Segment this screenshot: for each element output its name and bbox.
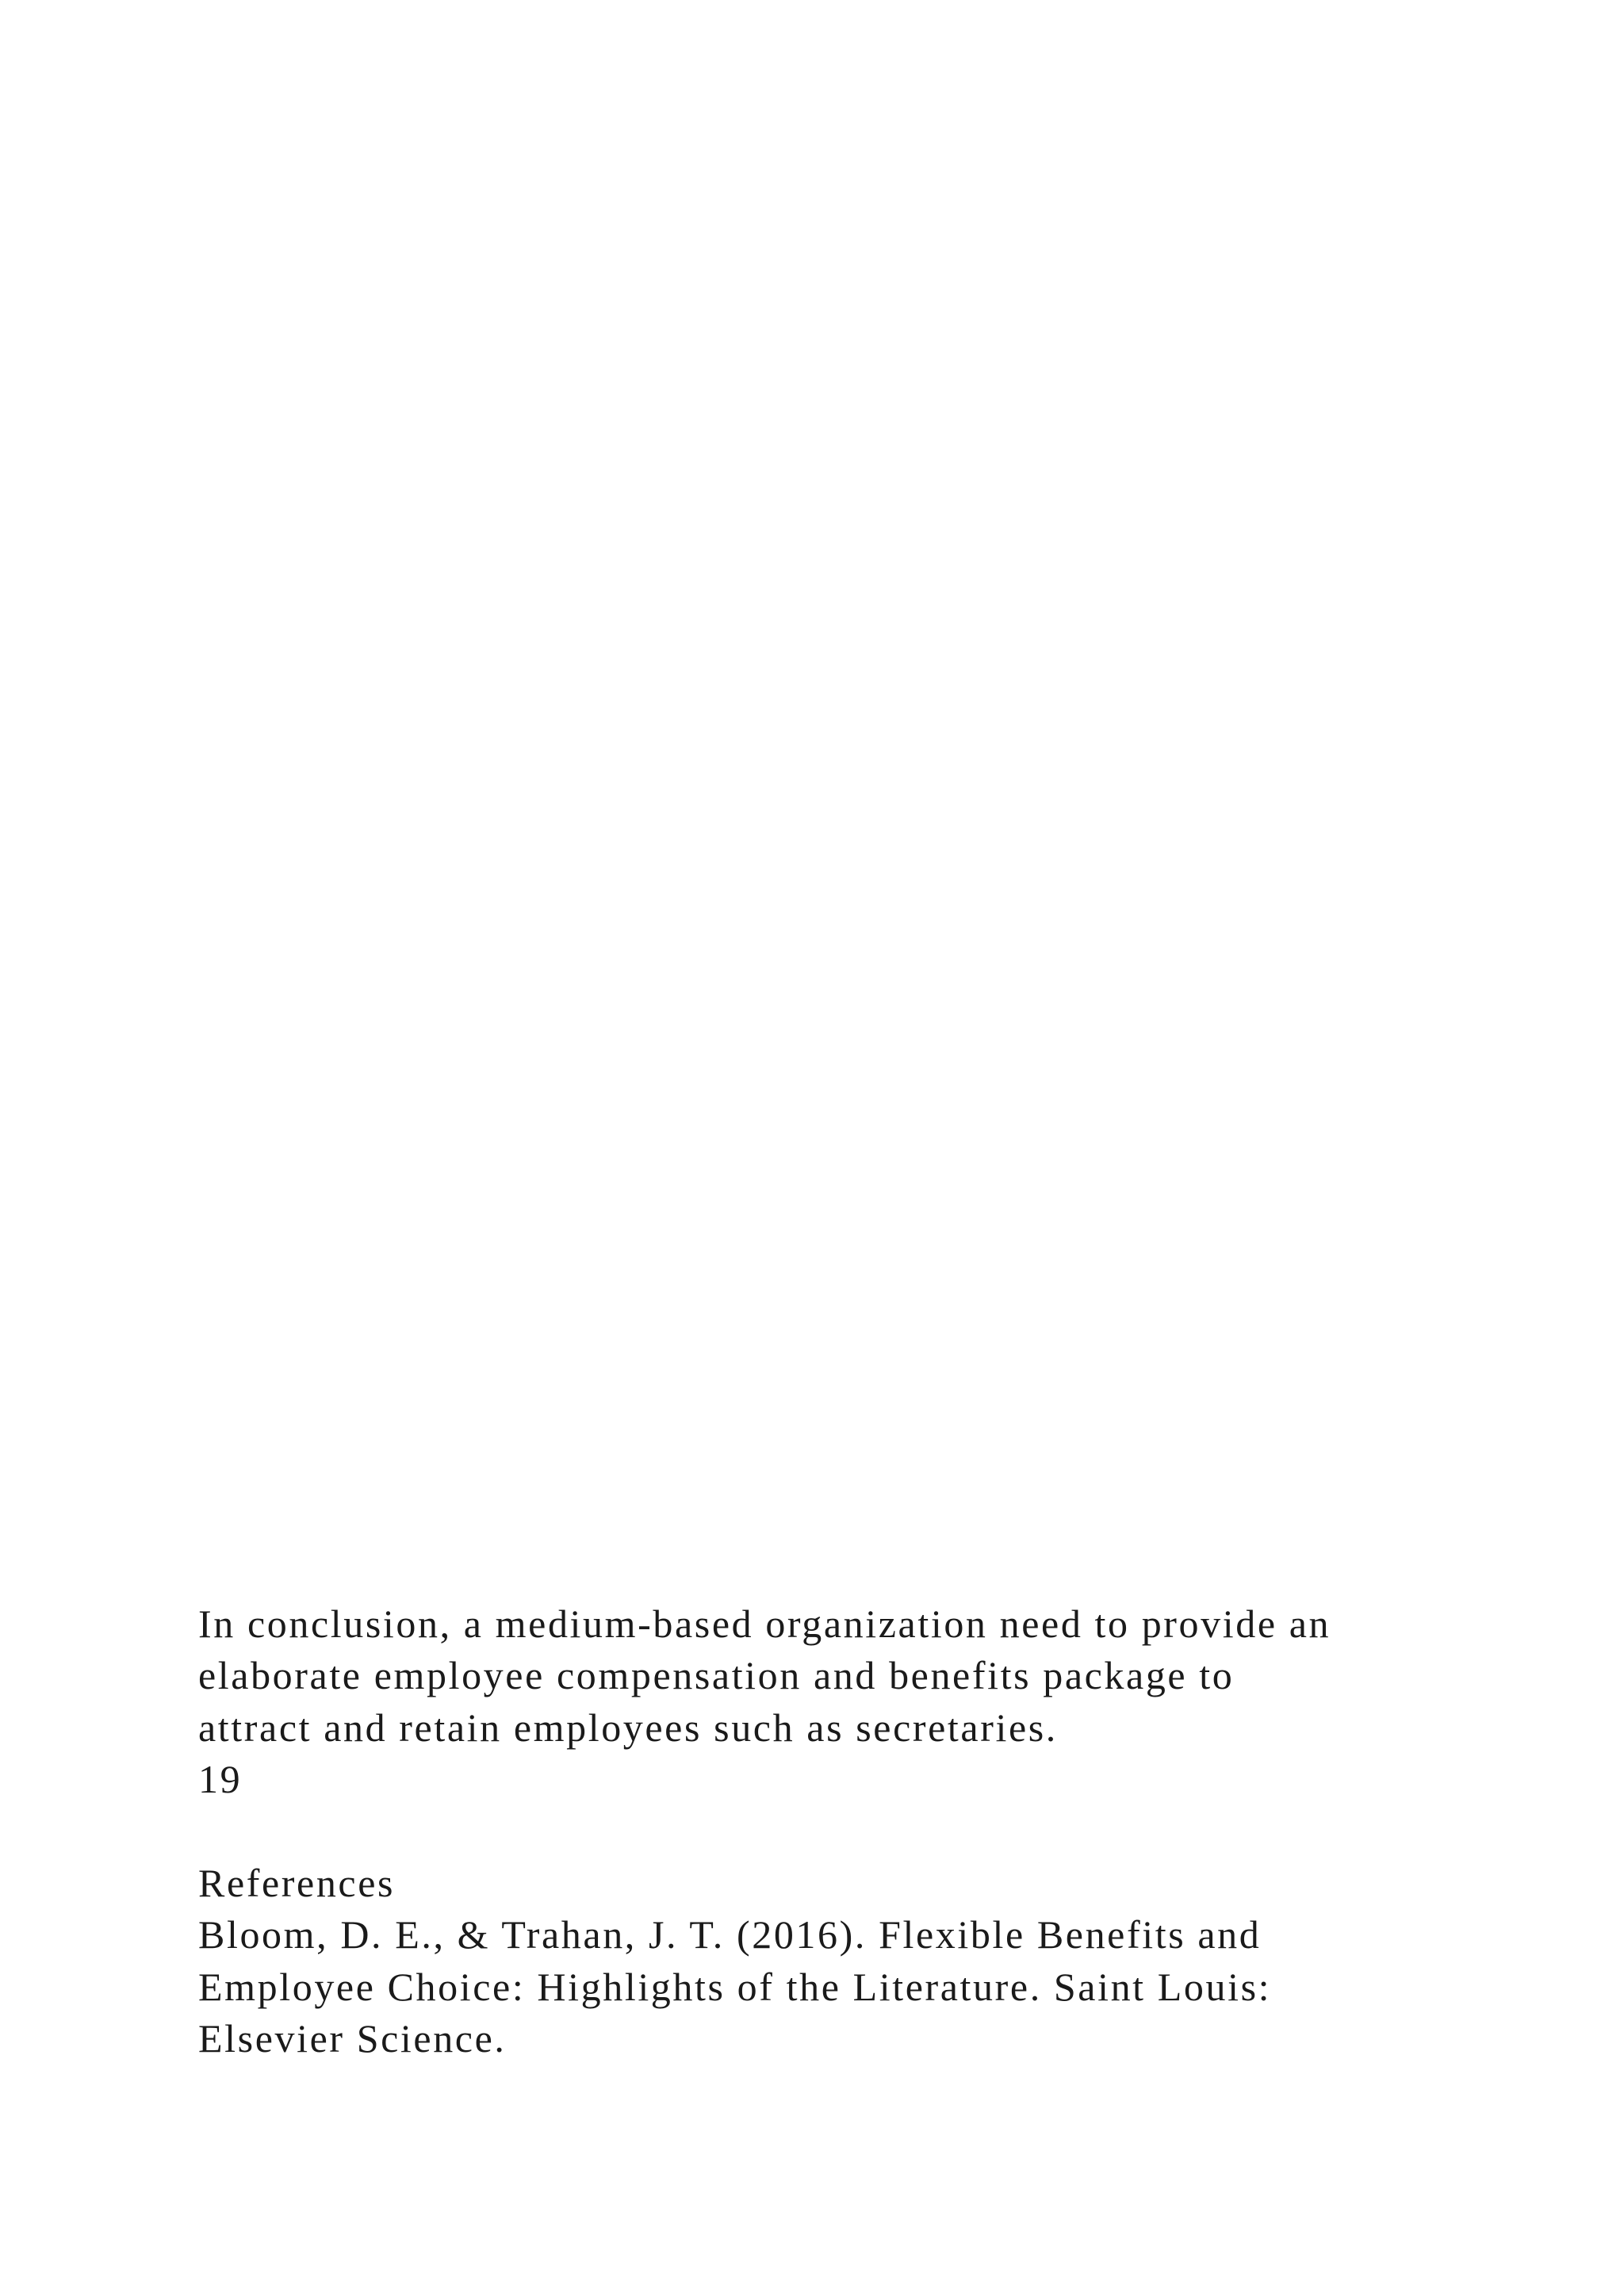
blank-line <box>198 1806 1507 1858</box>
page-number: 19 <box>198 1757 243 1802</box>
conclusion-line-3: attract and retain employees such as secretaries. <box>198 1705 1058 1750</box>
references-heading: References <box>198 1860 396 1905</box>
conclusion-line-2: elaborate employee compensation and benefits package to <box>198 1653 1235 1698</box>
reference-line-2: Employee Choice: Highlights of the Literature. Saint Louis: <box>198 1964 1272 2009</box>
reference-line-3: Elsevier Science. <box>198 2016 507 2061</box>
document-text-block <box>198 1598 1507 2065</box>
reference-line-1: Bloom, D. E., & Trahan, J. T. (2016). Flexible Benefits and <box>198 1912 1262 1957</box>
conclusion-line-1: In conclusion, a medium-based organization need to provide an <box>198 1601 1331 1646</box>
